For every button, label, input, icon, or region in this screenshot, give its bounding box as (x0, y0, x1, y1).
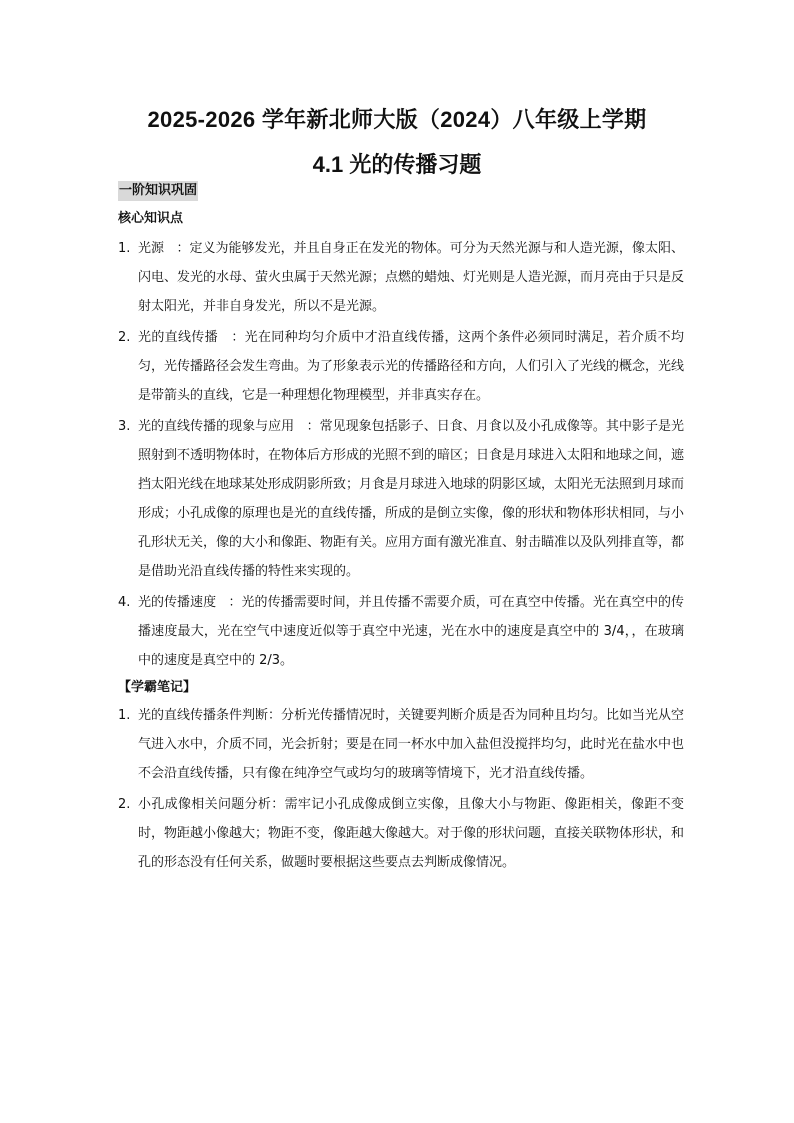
item-number: 2. (118, 797, 131, 812)
item-text: 光的直线传播条件判断：分析光传播情况时，关键要判断介质是否为同种且均匀。比如当光从空气进入水中，介质不同，光会折射；要是在同一杯水中加入盐但没搅拌均匀，此时光在盐水中也不会沿直线传播，只有像在纯净空气或均匀的玻璃等情境下，光才沿直线传播。 (138, 708, 685, 781)
knowledge-item-2 (118, 323, 684, 410)
item-text: ：光在同种均匀介质中才沿直线传播，这两个条件必须同时满足，若介质不均匀，光传播路径会发生弯曲。为了形象表示光的传播路径和方向，人们引入了光线的概念，光线是带箭头的直线，它是一种理想化物理模型，并非真实存在。 (138, 330, 685, 403)
item-text: 小孔成像相关问题分析：需牢记小孔成像成倒立实像，且像大小与物距、像距相关，像距不变时，物距越小像越大；物距不变，像距越大像越大。对于像的形状问题，直接关联物体形状，和孔的形态没有任何关系，做题时要根据这些要点去判断成像情况。 (138, 797, 685, 870)
document-subtitle: 4.1 光的传播习题 (312, 152, 482, 177)
item-number: 1. (118, 708, 131, 723)
knowledge-item-3 (118, 412, 684, 586)
item-number: 2. (118, 330, 131, 345)
item-text: ：定义为能够发光，并且自身正在发光的物体。可分为天然光源与和人造光源，像太阳、闪电、发光的水母、萤火虫属于天然光源；点燃的蜡烛、灯光则是人造光源，而月亮由于只是反射太阳光，并非自身发光，所以不是光源。 (138, 241, 685, 314)
item-term: 光源 (138, 241, 165, 256)
notes-heading: 【学霸笔记】 (118, 680, 197, 695)
item-number: 3. (118, 419, 131, 434)
item-number: 4. (118, 595, 131, 610)
knowledge-item-4 (118, 588, 684, 675)
section-tag: 一阶知识巩固 (118, 181, 198, 201)
item-term: 光的直线传播 (138, 330, 218, 345)
item-term: 光的直线传播的现象与应用 (138, 419, 295, 434)
section-subhead: 核心知识点 (118, 211, 184, 226)
item-text: ：光的传播需要时间，并且传播不需要介质，可在真空中传播。光在真空中的传播速度最大，光在空气中速度近似等于真空中光速，光在水中的速度是真空中的 3/4，，在玻璃中的速度是真空中的 2/3。 (138, 595, 684, 668)
note-item-1 (118, 701, 684, 788)
content (118, 181, 684, 877)
knowledge-item-1 (118, 234, 684, 321)
note-item-2 (118, 790, 684, 877)
item-number: 1. (118, 241, 131, 256)
title-block (0, 103, 794, 182)
document-title: 2025-2026 学年新北师大版（2024）八年级上学期 (147, 107, 647, 132)
item-term: 光的传播速度 (138, 595, 217, 610)
item-text: ：常见现象包括影子、日食、月食以及小孔成像等。其中影子是光照射到不透明物体时，在物体后方形成的光照不到的暗区；日食是月球进入太阳和地球之间，遮挡太阳光线在地球某处形成阴影所致；月食是月球进入地球的阴影区域，太阳光无法照到月球而形成；小孔成像的原理也是光的直线传播，所成的是倒立实像，像的形状和物体形状相同，与小孔形状无关，像的大小和像距、物距有关。应用方面有激光准直、射击瞄准以及队列排直等，都是借助光沿直线传播的特性来实现的。 (138, 419, 685, 579)
